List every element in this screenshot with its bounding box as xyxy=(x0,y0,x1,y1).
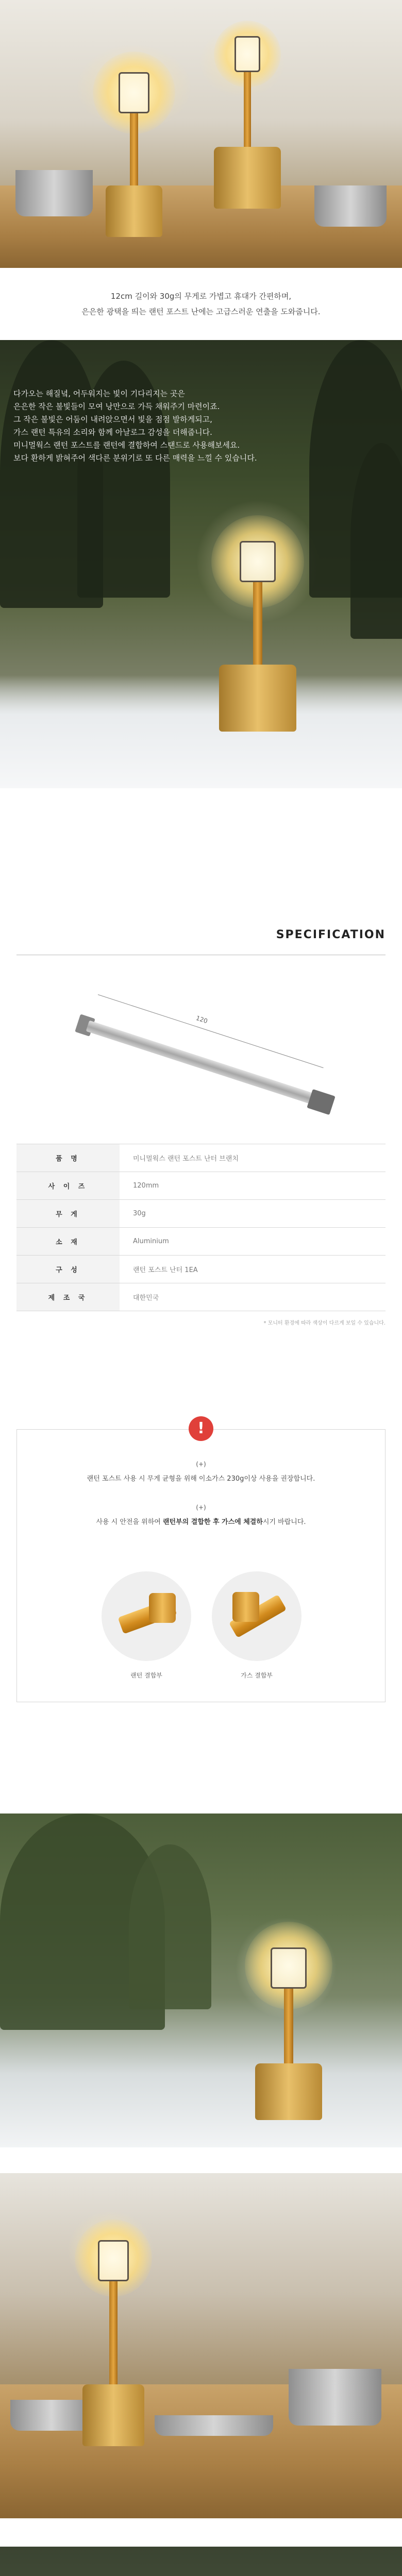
section-gap xyxy=(0,1702,402,1814)
cookware-pan xyxy=(155,2415,273,2436)
caution-line-1: 랜턴 포스트 사용 시 무게 균형을 위해 이소가스 230g이상 사용을 권장합니다. xyxy=(87,1475,315,1483)
multi-lantern-photo xyxy=(0,2547,402,2576)
spec-key: 품 명 xyxy=(16,1144,120,1172)
spec-table xyxy=(16,1144,386,1311)
spec-key: 소 재 xyxy=(16,1228,120,1256)
spec-value: 30g xyxy=(120,1200,386,1228)
hero-photo xyxy=(0,0,402,268)
table-row xyxy=(16,1172,386,1200)
caution-line-2-post: 시기 바랍니다. xyxy=(262,1518,306,1526)
lantern-on-table xyxy=(77,2204,149,2472)
dimension-label: 120 xyxy=(195,1014,209,1025)
brass-nut xyxy=(232,1592,259,1622)
spec-value: 120mm xyxy=(120,1172,386,1200)
lantern-left xyxy=(93,31,175,247)
spec-key: 무 게 xyxy=(16,1200,120,1228)
table-row xyxy=(16,1256,386,1283)
lantern-post-rod xyxy=(86,1021,320,1106)
caution-line-2 xyxy=(17,1516,385,1526)
caution-line-2-bold: 랜턴부의 결합한 후 가스에 체결하 xyxy=(163,1518,263,1526)
table-row xyxy=(16,1283,386,1311)
cookware-kettle xyxy=(289,2369,381,2426)
specification-header xyxy=(0,922,402,958)
caution-mark: (+) xyxy=(196,1504,206,1511)
warning-icon: ! xyxy=(189,1416,213,1441)
mood-text-line: 가스 랜턴 특유의 소리와 함께 아날로그 감성을 더해줍니다. xyxy=(13,428,212,437)
caution-mark: (+) xyxy=(196,1461,206,1468)
mood-text-line: 은은한 작은 불빛들이 모여 낭만으로 가득 채워주기 마련이죠. xyxy=(13,402,220,411)
spec-value: 대한민국 xyxy=(120,1283,386,1311)
gas-joint-label: 가스 결합부 xyxy=(241,1672,273,1679)
rod-cap-right xyxy=(307,1089,335,1115)
spec-key: 사 이 즈 xyxy=(16,1172,120,1200)
table-row xyxy=(16,1228,386,1256)
dimension-line xyxy=(98,994,324,1068)
spec-key: 제 조 국 xyxy=(16,1283,120,1311)
snow-ground xyxy=(0,675,402,788)
mood-text-line: 미니멀웍스 랜턴 포스트를 랜턴에 결합하여 스탠드로 사용해보세요. xyxy=(13,440,240,450)
mood-text-line: 보다 환하게 밝혀주어 색다른 분위기로 또 다른 매력을 느낄 수 있습니다. xyxy=(13,453,257,463)
section-gap xyxy=(0,1326,402,1429)
caution-line-2-pre: 사용 시 안전을 위하여 xyxy=(96,1518,163,1526)
lantern-stand xyxy=(247,1917,330,2133)
spec-value: 랜턴 포스트 난터 1EA xyxy=(120,1256,386,1283)
intro-caption xyxy=(0,268,402,340)
spec-note: * 모니터 환경에 따라 색상이 다르게 보일 수 있습니다. xyxy=(263,1320,386,1326)
forest-photo xyxy=(0,340,402,788)
spec-value: 미니멀웍스 랜턴 포스트 난터 브랜치 xyxy=(120,1144,386,1172)
table-row xyxy=(16,1144,386,1172)
spec-key: 구 성 xyxy=(16,1256,120,1283)
mood-text-line: 다가오는 해질녘, 어두워지는 빛이 기다리지는 곳은 xyxy=(13,389,185,398)
mood-text xyxy=(13,387,302,465)
lantern-joint-image xyxy=(102,1571,191,1661)
spec-value: Aluminium xyxy=(120,1228,386,1256)
specification-title: SPECIFICATION xyxy=(276,928,386,941)
section-gap xyxy=(0,788,402,922)
lantern-right xyxy=(211,10,283,227)
table-setup-photo xyxy=(0,2173,402,2518)
gas-joint-image xyxy=(212,1571,301,1661)
snow-lantern-photo xyxy=(0,1814,402,2147)
table-row xyxy=(16,1200,386,1228)
product-diagram xyxy=(0,958,402,1144)
intro-caption-line-2: 은은한 광택을 띄는 랜턴 포스트 난에는 고급스러운 연출을 도와줍니다. xyxy=(81,307,321,316)
lantern-joint-label: 랜턴 결합부 xyxy=(130,1672,162,1679)
mood-text-line: 그 작은 불빛은 어둠이 내려앉으면서 빛을 점점 발하게되고, xyxy=(13,415,212,424)
intro-caption-line-1: 12cm 길이와 30g의 무게로 가볍고 휴대가 간편하며, xyxy=(110,292,292,301)
lantern-on-snow xyxy=(216,495,299,762)
cookware-pot xyxy=(15,170,93,216)
cookware-mug xyxy=(314,185,387,227)
caution-box xyxy=(16,1419,386,1702)
brass-nut xyxy=(149,1593,176,1623)
